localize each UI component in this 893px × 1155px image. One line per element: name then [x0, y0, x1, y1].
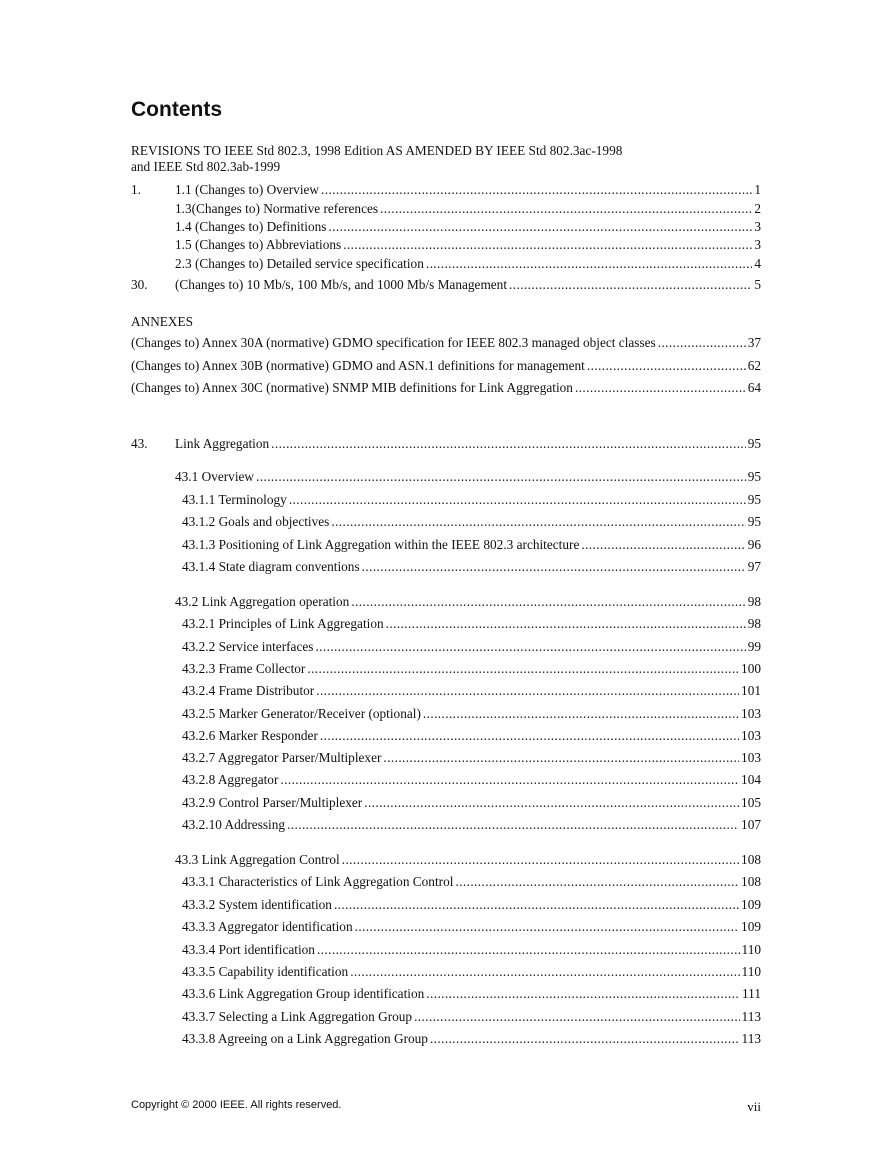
- toc-entry[interactable]: [131, 182, 761, 199]
- toc-entry-page: 96: [747, 536, 761, 552]
- toc-leader: [430, 1031, 740, 1047]
- toc-leader: [414, 1009, 739, 1025]
- toc-entry-title: 43.2.3 Frame Collector: [182, 660, 306, 676]
- toc-entry[interactable]: [131, 380, 761, 397]
- toc-entry-page: 98: [747, 594, 761, 609]
- toc-entry-page: 100: [741, 660, 761, 676]
- toc-entry-title: 43.1.2 Goals and objectives: [182, 514, 330, 529]
- toc-entry-title: 43.1.4 State diagram conventions: [182, 559, 360, 574]
- toc-leader: [280, 772, 739, 788]
- toc-entry[interactable]: [131, 335, 761, 352]
- toc-entry[interactable]: [131, 986, 761, 1003]
- revisions-line-2: and IEEE Std 802.3ab-1999: [131, 159, 281, 174]
- toc-entry-page: 4: [754, 256, 761, 271]
- toc-entry-page: 107: [741, 817, 761, 832]
- toc-entry[interactable]: [131, 942, 761, 959]
- toc-entry[interactable]: [131, 795, 761, 812]
- toc-entry-title: Link Aggregation: [175, 436, 270, 451]
- toc-entry-page: 64: [747, 380, 761, 395]
- toc-entry-page: 105: [741, 794, 761, 810]
- toc-entry-title: 43.3.2 System identification: [182, 896, 332, 912]
- toc-leader: [342, 852, 739, 868]
- toc-entry[interactable]: [131, 537, 761, 554]
- toc-entry-page: 3: [754, 219, 761, 234]
- toc-entry-title: 43.2.7 Aggregator Parser/Multiplexer: [182, 750, 382, 766]
- toc-leader: [587, 358, 746, 374]
- toc-entry-title: 43.2.1 Principles of Link Aggregation: [182, 616, 384, 632]
- toc-entry[interactable]: [131, 616, 761, 633]
- toc-leader: [328, 219, 752, 235]
- toc-entry-page: 108: [741, 852, 761, 867]
- toc-entry-title: 43.3.5 Capability identification: [182, 964, 349, 979]
- toc-entry-page: 110: [741, 964, 761, 979]
- toc-leader: [658, 335, 746, 351]
- toc-entry-page: 2: [754, 201, 761, 216]
- toc-entry-title: 43.3.8 Agreeing on a Link Aggregation Group: [182, 1031, 428, 1047]
- annexes-heading-text: ANNEXES: [131, 314, 194, 329]
- toc-entry-title: 43.1.3 Positioning of Link Aggregation within the IEEE 802.3 architecture: [182, 536, 580, 552]
- toc-entry[interactable]: [131, 256, 761, 273]
- toc-entry-title: 1.3(Changes to) Normative references: [175, 201, 379, 216]
- toc-entry-page: 104: [741, 772, 761, 788]
- toc-leader: [355, 919, 739, 935]
- toc-leader: [380, 201, 752, 217]
- toc-leader: [307, 661, 739, 677]
- toc-entry-title: 43.2.2 Service interfaces: [182, 638, 314, 654]
- toc-leader: [362, 559, 746, 575]
- toc-entry-page: 95: [747, 469, 761, 484]
- toc-entry[interactable]: [131, 559, 761, 576]
- revisions-heading: [131, 143, 622, 175]
- toc-leader: [386, 616, 746, 632]
- page-number: vii: [747, 1099, 761, 1114]
- toc-entry-page: 103: [741, 727, 761, 743]
- toc-entry[interactable]: [131, 661, 761, 678]
- toc-entry[interactable]: [131, 1009, 761, 1026]
- toc-entry-page: 1: [754, 182, 761, 197]
- toc-entry-page: 103: [741, 705, 761, 721]
- toc-entry-page: 98: [747, 616, 761, 632]
- toc-entry[interactable]: [131, 1031, 761, 1048]
- toc-entry-page: 113: [741, 1008, 761, 1024]
- copyright-notice: Copyright © 2000 IEEE. All rights reserved.: [131, 1099, 342, 1111]
- toc-entry-page: 110: [741, 941, 761, 957]
- toc-entry-page: 113: [741, 1031, 761, 1047]
- toc-entry[interactable]: [131, 817, 761, 834]
- toc-leader: [321, 182, 752, 198]
- toc-entry-page: 5: [754, 277, 761, 292]
- toc-entry-title: 43.2 Link Aggregation operation: [175, 594, 350, 609]
- toc-entry-title: 1.5 (Changes to) Abbreviations: [175, 237, 342, 252]
- page-title: Contents: [131, 98, 222, 121]
- toc-entry[interactable]: [131, 772, 761, 789]
- toc-entry-title: 43.2.4 Frame Distributor: [182, 683, 315, 699]
- toc-leader: [455, 874, 739, 890]
- toc-leader: [287, 817, 739, 833]
- toc-entry-page: 99: [747, 638, 761, 654]
- toc-entry-title: (Changes to) Annex 30B (normative) GDMO and ASN.1 definitions for management: [131, 358, 585, 373]
- toc-leader: [581, 537, 745, 553]
- toc-entry[interactable]: [131, 514, 761, 531]
- toc-entry[interactable]: [131, 639, 761, 656]
- toc-entry[interactable]: [131, 201, 761, 218]
- toc-entry[interactable]: [131, 469, 761, 486]
- toc-leader: [575, 380, 746, 396]
- page-footer: [131, 1099, 761, 1115]
- toc-entry-page: 108: [741, 874, 761, 890]
- toc-leader: [423, 706, 739, 722]
- annexes-heading: [131, 314, 761, 331]
- toc-leader: [317, 942, 740, 958]
- toc-entry-number: 30.: [131, 277, 148, 292]
- toc-entry-page: 111: [742, 986, 761, 1002]
- toc-entry-title: 43.1 Overview: [175, 469, 255, 484]
- toc-entry-title: (Changes to) Annex 30C (normative) SNMP MIB definitions for Link Aggregation: [131, 380, 573, 395]
- toc-entry-title: 43.2.9 Control Parser/Multiplexer: [182, 794, 363, 810]
- revisions-line-1: REVISIONS TO IEEE Std 802.3, 1998 Edition AS AMENDED BY IEEE Std 802.3ac-1998: [131, 143, 623, 158]
- toc-entry[interactable]: [131, 706, 761, 723]
- toc-leader: [320, 728, 739, 744]
- toc-leader: [271, 436, 746, 452]
- toc-leader: [426, 256, 752, 272]
- toc-entry[interactable]: [131, 964, 761, 981]
- toc-leader: [351, 594, 745, 610]
- toc-entry-clause-43[interactable]: [131, 436, 761, 453]
- toc-entry-page: 103: [741, 750, 761, 766]
- toc-leader: [426, 986, 740, 1002]
- toc-entry[interactable]: [131, 219, 761, 236]
- toc-entry-title: 43.3.1 Characteristics of Link Aggregation Control: [182, 874, 454, 890]
- toc-entry-title: 43.2.10 Addressing: [182, 817, 286, 832]
- toc-entry-title: 43.3.7 Selecting a Link Aggregation Group: [182, 1008, 413, 1024]
- toc-entry-title: 43.3.4 Port identification: [182, 941, 315, 957]
- toc-leader: [383, 750, 739, 766]
- toc-leader: [315, 639, 745, 655]
- toc-entry-page: 95: [747, 514, 761, 529]
- toc-leader: [350, 964, 739, 980]
- toc-entry-title: 43.2.8 Aggregator: [182, 772, 279, 788]
- toc-entry-title: (Changes to) Annex 30A (normative) GDMO specification for IEEE 802.3 managed object classes: [131, 335, 656, 350]
- toc-entry[interactable]: [131, 277, 761, 294]
- toc-entry[interactable]: [131, 237, 761, 254]
- toc-entry[interactable]: [131, 919, 761, 936]
- toc-entry-title: 43.3.6 Link Aggregation Group identification: [182, 986, 425, 1002]
- toc-entry[interactable]: [131, 750, 761, 767]
- toc-leader: [509, 277, 752, 293]
- toc-entry[interactable]: [131, 594, 761, 611]
- toc-entry[interactable]: [131, 683, 761, 700]
- toc-entry-title: 1.1 (Changes to) Overview: [175, 182, 320, 197]
- toc-entry[interactable]: [131, 852, 761, 869]
- toc-entry-page: 62: [747, 358, 761, 373]
- toc-entry-title: (Changes to) 10 Mb/s, 100 Mb/s, and 1000 Mb/s Management: [175, 277, 508, 292]
- toc-leader: [256, 469, 746, 485]
- toc-entry-title: 2.3 (Changes to) Detailed service specification: [175, 256, 424, 271]
- toc-entry-page: 101: [741, 683, 761, 699]
- toc-leader: [316, 683, 739, 699]
- toc-entry[interactable]: [131, 492, 761, 509]
- toc-leader: [343, 237, 752, 253]
- toc-entry-title: 43.3.3 Aggregator identification: [182, 919, 353, 935]
- toc-leader: [334, 897, 739, 913]
- toc-leader: [289, 492, 746, 508]
- toc-entry-title: 43.3 Link Aggregation Control: [175, 852, 340, 867]
- toc-entry-page: 109: [741, 896, 761, 912]
- toc-entry-page: 3: [754, 237, 761, 252]
- toc-entry[interactable]: [131, 897, 761, 914]
- toc-entry-title: 43.1.1 Terminology: [182, 491, 287, 507]
- toc-entry[interactable]: [131, 728, 761, 745]
- toc-entry-title: 43.2.6 Marker Responder: [182, 727, 318, 743]
- toc-entry-page: 95: [747, 491, 761, 507]
- toc-entry-title: 43.2.5 Marker Generator/Receiver (optional): [182, 705, 421, 721]
- toc-entry[interactable]: [131, 358, 761, 375]
- toc-entry-title: 1.4 (Changes to) Definitions: [175, 219, 327, 234]
- toc-entry-page: 37: [747, 335, 761, 350]
- toc-entry-page: 97: [747, 559, 761, 574]
- toc-entry-number: 1.: [131, 182, 141, 197]
- toc-leader: [331, 514, 745, 530]
- toc-entry[interactable]: [131, 874, 761, 891]
- toc-leader: [364, 795, 739, 811]
- toc-entry-page: 109: [741, 919, 761, 935]
- toc-entry-page: 95: [747, 436, 761, 451]
- toc-entry-number: 43.: [131, 436, 148, 451]
